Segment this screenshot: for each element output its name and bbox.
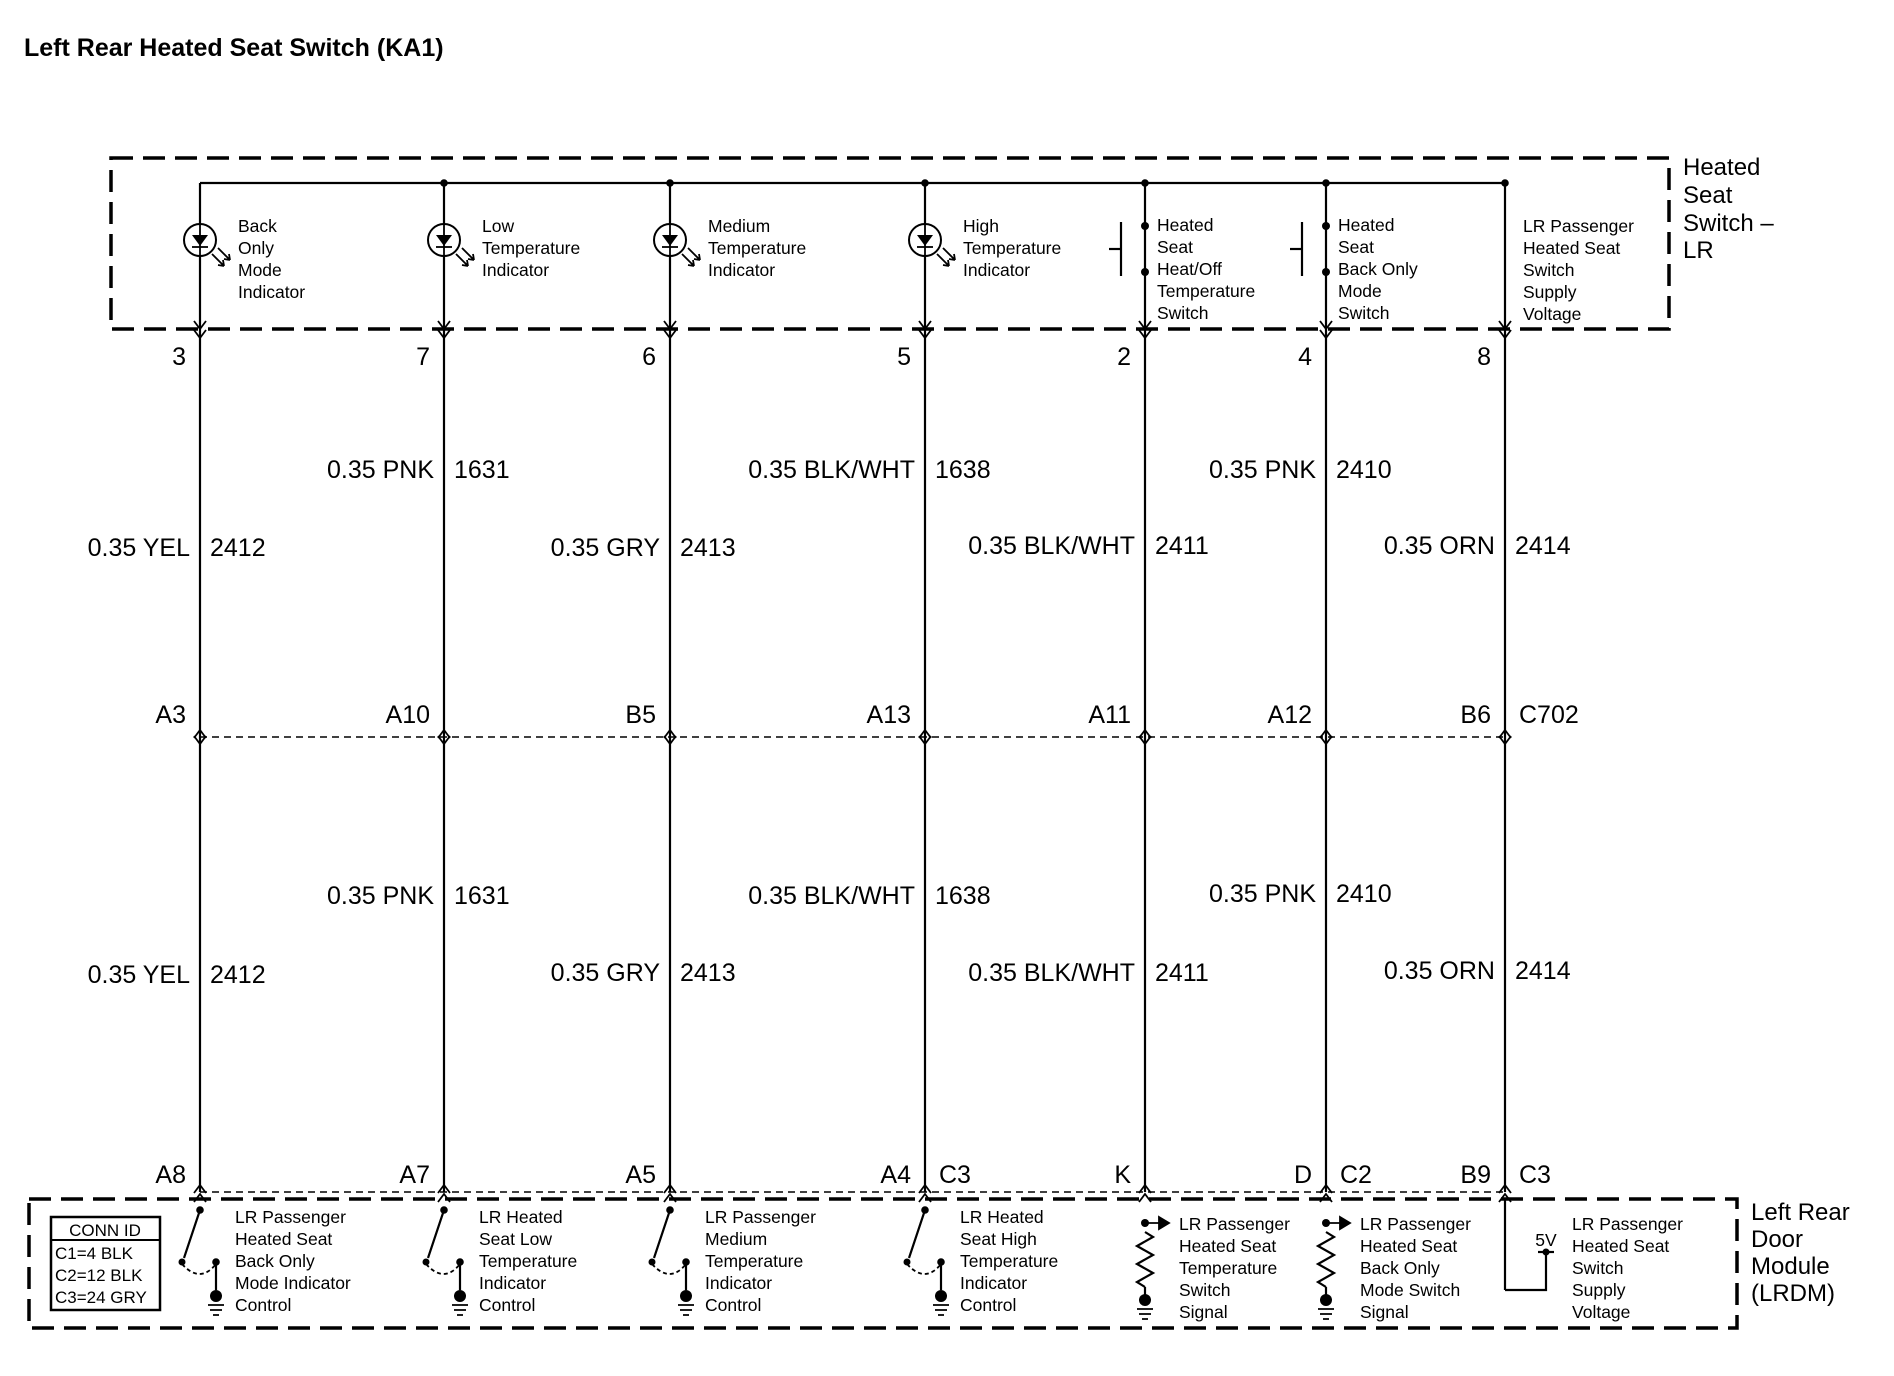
door-module-component-label: Left Rear Door Module (LRDM) — [1751, 1199, 1850, 1307]
circuit-number-label: 2411 — [1155, 959, 1209, 987]
signal-arrow-icon — [1340, 1217, 1350, 1229]
connector-pin-label: B6 — [1460, 701, 1491, 729]
wire-color-label: 0.35 PNK — [1208, 880, 1316, 908]
circuit-number-label: 2414 — [1515, 957, 1571, 985]
switch-function-label: Medium Temperature Indicator — [708, 216, 807, 280]
module-function-label: LR Heated Seat High Temperature Indicator Control — [960, 1207, 1059, 1315]
light-arrow-icon — [456, 254, 468, 266]
low-side-driver-icon — [909, 1210, 925, 1258]
module-pin-label: K — [1114, 1161, 1131, 1189]
splice-dot — [1501, 179, 1509, 187]
pull-up-resistor-icon — [1318, 1232, 1334, 1287]
ground-icon — [1318, 1309, 1334, 1319]
module-pin-label: A5 — [625, 1161, 656, 1189]
module-function-label: LR Passenger Heated Seat Switch Supply Voltage — [1572, 1214, 1683, 1322]
switch-pin-label: 8 — [1477, 343, 1491, 371]
switch-pin-label: 6 — [642, 343, 656, 371]
ground-icon — [208, 1305, 224, 1315]
light-arrow-icon — [937, 254, 949, 266]
light-arrow-icon — [462, 248, 474, 260]
module-connector-label: C3 — [939, 1161, 971, 1189]
switch-function-label: LR Passenger Heated Seat Switch Supply Voltage — [1523, 216, 1634, 324]
circuit-number-label: 1631 — [454, 882, 510, 910]
circuit-number-label: 2413 — [680, 959, 736, 987]
module-function-label: LR Passenger Heated Seat Back Only Mode Indicator Control — [235, 1207, 351, 1315]
diagram-title: Left Rear Heated Seat Switch (KA1) — [24, 34, 444, 62]
splice-dot — [440, 179, 448, 187]
circuit-number-label: 2414 — [1515, 532, 1571, 560]
ground-icon — [1137, 1309, 1153, 1319]
conn-id-row: C2=12 BLK — [55, 1266, 143, 1285]
wire-color-label: 0.35 YEL — [87, 961, 190, 989]
connector-pin-label: A3 — [155, 701, 186, 729]
ground-icon — [680, 1290, 692, 1302]
circuit-number-label: 2410 — [1336, 456, 1392, 484]
module-pin-label: B9 — [1460, 1161, 1491, 1189]
circuits-layer — [88, 179, 1683, 1322]
circuit-number-label: 1638 — [935, 882, 991, 910]
switch-pin-label: 2 — [1117, 343, 1131, 371]
switch-function-label: Back Only Mode Indicator — [238, 216, 306, 302]
circuit-2411 — [968, 179, 1209, 1319]
module-pin-label: A8 — [155, 1161, 186, 1189]
splice-dot — [921, 179, 929, 187]
ground-icon — [454, 1290, 466, 1302]
switch-pin-label: 3 — [172, 343, 186, 371]
circuit-number-label: 2411 — [1155, 532, 1209, 560]
connector-pin-label: A12 — [1267, 701, 1312, 729]
circuit-2414 — [1384, 179, 1579, 1290]
switch-pin-label: 4 — [1298, 343, 1312, 371]
circuit-2410 — [1209, 179, 1392, 1319]
low-side-driver-icon — [428, 1210, 444, 1258]
conn-id-row: C1=4 BLK — [55, 1244, 133, 1263]
splice-dot — [666, 179, 674, 187]
ground-icon — [935, 1290, 947, 1302]
module-connector-label: C2 — [1340, 1161, 1372, 1189]
switch-function-label: Low Temperature Indicator — [482, 216, 581, 280]
wire-color-label: 0.35 BLK/WHT — [748, 456, 915, 484]
switch-contact — [1141, 222, 1149, 230]
conn-id-heading: CONN ID — [69, 1221, 141, 1240]
light-arrow-icon — [212, 254, 224, 266]
switch-pin-label: 5 — [897, 343, 911, 371]
module-function-label: LR Passenger Medium Temperature Indicator Control — [705, 1207, 816, 1315]
wire-color-label: 0.35 PNK — [326, 882, 434, 910]
connector-pin-label: B5 — [625, 701, 656, 729]
light-arrow-icon — [218, 248, 230, 260]
ground-icon — [210, 1290, 222, 1302]
ground-icon — [933, 1305, 949, 1315]
supply-source-line — [1505, 1252, 1546, 1290]
circuit-number-label: 2412 — [210, 961, 266, 989]
driver-control-link — [426, 1264, 460, 1274]
module-function-label: LR Passenger Heated Seat Back Only Mode Switch Signal — [1360, 1214, 1471, 1322]
ground-icon — [678, 1305, 694, 1315]
circuit-number-label: 1631 — [454, 456, 510, 484]
switch-contact — [1322, 222, 1330, 230]
switch-pin-label: 7 — [416, 343, 430, 371]
wire-color-label: 0.35 PNK — [326, 456, 434, 484]
wire-color-label: 0.35 YEL — [87, 534, 190, 562]
wire-color-label: 0.35 GRY — [550, 534, 660, 562]
connector-pin-label: A13 — [866, 701, 911, 729]
low-side-driver-icon — [184, 1210, 200, 1258]
wire-color-label: 0.35 ORN — [1383, 957, 1495, 985]
supply-voltage-label: 5V — [1535, 1230, 1557, 1250]
module-connector-label: C3 — [1519, 1161, 1551, 1189]
circuit-2413 — [551, 179, 736, 1315]
wire-color-label: 0.35 BLK/WHT — [968, 532, 1135, 560]
driver-control-link — [182, 1264, 216, 1274]
wire-color-label: 0.35 ORN — [1383, 532, 1495, 560]
driver-control-link — [652, 1264, 686, 1274]
circuit-number-label: 2412 — [210, 534, 266, 562]
module-pin-label: A4 — [880, 1161, 911, 1189]
module-pin-label: A7 — [399, 1161, 430, 1189]
module-function-label: LR Heated Seat Low Temperature Indicator Control — [479, 1207, 578, 1315]
module-pin-label: D — [1293, 1161, 1312, 1189]
connector-pin-label: A10 — [385, 701, 430, 729]
circuit-1631 — [327, 179, 510, 1315]
pull-up-resistor-icon — [1137, 1232, 1153, 1287]
ground-icon — [1320, 1294, 1332, 1306]
switch-contact — [1322, 268, 1330, 276]
light-arrow-icon — [943, 248, 955, 260]
wire-color-label: 0.35 GRY — [550, 959, 660, 987]
switch-contact — [1141, 268, 1149, 276]
conn-id-row: C3=24 GRY — [55, 1288, 147, 1307]
circuit-2412 — [88, 183, 266, 1315]
switch-component-label: Heated Seat Switch – LR — [1683, 154, 1774, 264]
connector-name-label: C702 — [1519, 701, 1579, 729]
circuit-number-label: 1638 — [935, 456, 991, 484]
circuit-1638 — [748, 179, 990, 1315]
wire-color-label: 0.35 PNK — [1208, 456, 1316, 484]
switch-function-label: Heated Seat Back Only Mode Switch — [1338, 215, 1418, 323]
connector-pin-label: A11 — [1088, 701, 1131, 729]
circuit-number-label: 2413 — [680, 534, 736, 562]
splice-dot — [1322, 179, 1330, 187]
wire-color-label: 0.35 BLK/WHT — [968, 959, 1135, 987]
module-function-label: LR Passenger Heated Seat Temperature Switch Signal — [1179, 1214, 1290, 1322]
light-arrow-icon — [688, 248, 700, 260]
ground-icon — [452, 1305, 468, 1315]
circuit-number-label: 2410 — [1336, 880, 1392, 908]
splice-dot — [1141, 179, 1149, 187]
low-side-driver-icon — [654, 1210, 670, 1258]
switch-function-label: Heated Seat Heat/Off Temperature Switch — [1157, 215, 1256, 323]
light-arrow-icon — [682, 254, 694, 266]
ground-icon — [1139, 1294, 1151, 1306]
conn-id-box — [51, 1217, 160, 1310]
switch-function-label: High Temperature Indicator — [963, 216, 1062, 280]
driver-control-link — [907, 1264, 941, 1274]
signal-arrow-icon — [1159, 1217, 1169, 1229]
wire-color-label: 0.35 BLK/WHT — [748, 882, 915, 910]
